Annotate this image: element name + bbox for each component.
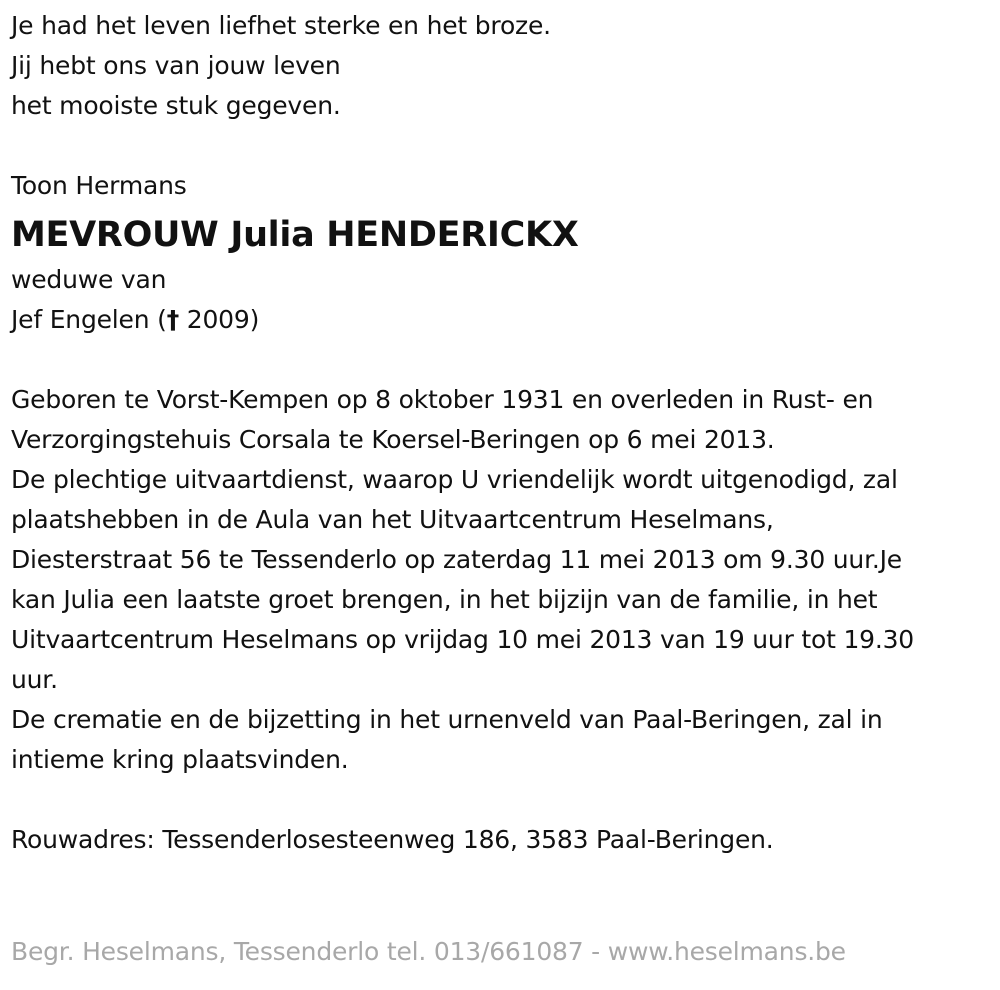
spouse-name: Jef Engelen (11, 305, 150, 334)
spacer (11, 780, 991, 820)
obituary-notice (11, 6, 991, 860)
spacer (11, 126, 991, 166)
announcement-line: Verzorgingstehuis Corsala te Koersel-Beringen op 6 mei 2013. (11, 425, 775, 454)
cross-icon: † (166, 305, 179, 334)
announcement-line: uur. (11, 665, 58, 694)
announcement-line: De crematie en de bijzetting in het urnenveld van Paal-Beringen, zal in (11, 705, 883, 734)
announcement-line: Uitvaartcentrum Heselmans op vrijdag 10 mei 2013 van 19 uur tot 19.30 (11, 625, 915, 654)
announcement-line: Geboren te Vorst-Kempen op 8 oktober 1931 en overleden in Rust- en (11, 385, 874, 414)
relation-text: weduwe van (11, 265, 167, 294)
poem (11, 6, 991, 206)
announcement-line: Diesterstraat 56 te Tessenderlo op zaterdag 11 mei 2013 om 9.30 uur.Je (11, 545, 902, 574)
announcement-line: plaatshebben in de Aula van het Uitvaartcentrum Heselmans, (11, 505, 774, 534)
spouse-year: 2009 (186, 305, 250, 334)
announcement-line: intieme kring plaatsvinden. (11, 745, 349, 774)
mourning-address: Rouwadres: Tessenderlosesteenweg 186, 3583 Paal-Beringen. (11, 825, 774, 854)
poem-line: Jij hebt ons van jouw leven (11, 51, 341, 80)
spouse-line: Jef Engelen († 2009) (11, 305, 260, 334)
announcement-text (11, 380, 991, 780)
announcement-line: kan Julia een laatste groet brengen, in het bijzijn van de familie, in het (11, 585, 878, 614)
deceased-name: MEVROUW Julia HENDERICKX (11, 215, 579, 255)
poem-line: Je had het leven liefhet sterke en het broze. (11, 11, 551, 40)
poem-line: het mooiste stuk gegeven. (11, 91, 341, 120)
announcement-line: De plechtige uitvaartdienst, waarop U vriendelijk wordt uitgenodigd, zal (11, 465, 898, 494)
poem-author: Toon Hermans (11, 171, 187, 200)
funeral-director-footer: Begr. Heselmans, Tessenderlo tel. 013/661087 - www.heselmans.be (11, 937, 846, 966)
spacer (11, 340, 991, 380)
